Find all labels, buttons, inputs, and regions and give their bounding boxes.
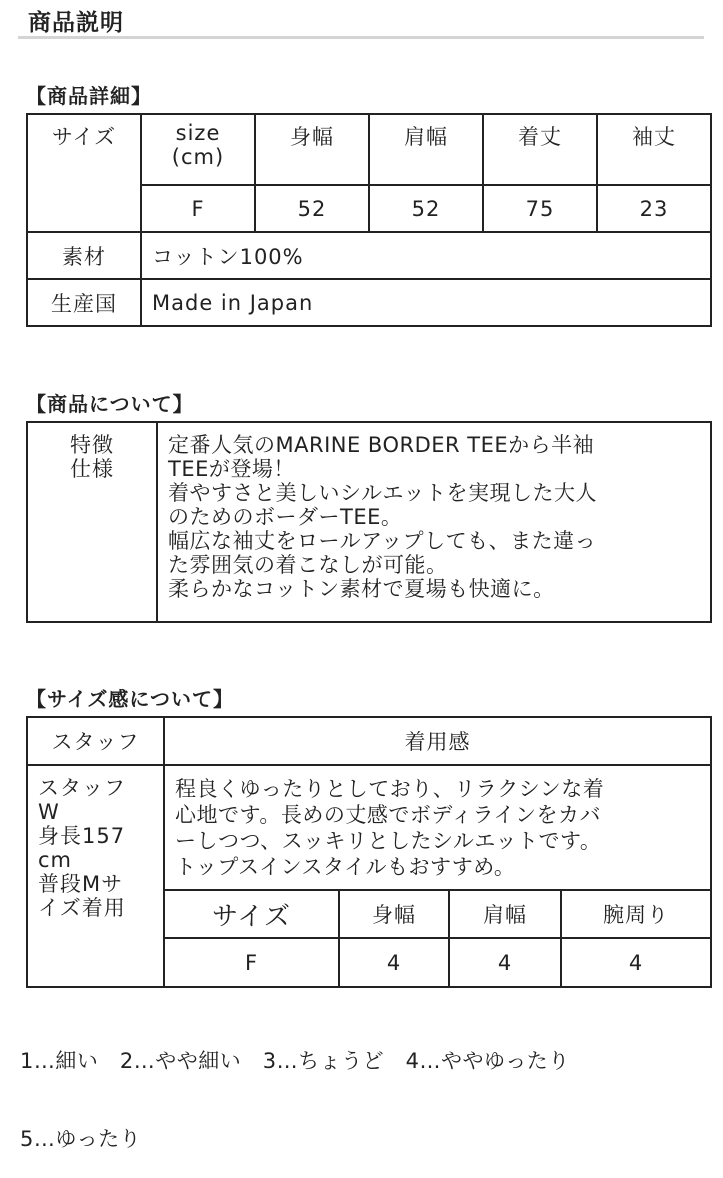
comment-line: 心地です。長めの丈感でボディラインをカバ: [175, 803, 602, 827]
about-table: [26, 421, 712, 623]
about-line: のためのボーダーTEE。: [168, 505, 403, 529]
staff-info-line: 普段Mサ: [38, 872, 124, 896]
size-label: サイズ: [51, 125, 117, 149]
staff-info-line: cm: [38, 848, 73, 872]
measure-value: 75: [483, 185, 597, 232]
column-header: 着丈: [483, 114, 597, 185]
staff-info-line: イズ着用: [38, 896, 126, 920]
about-line: 定番人気のMARINE BORDER TEEから半袖: [168, 433, 595, 457]
comment-line: ーしつつ、スッキリとしたシルエットです。: [175, 829, 602, 853]
staff-info-line: 身長157: [38, 824, 126, 848]
measure-value: 52: [369, 185, 483, 232]
column-header: 身幅: [255, 114, 369, 185]
staff-info-line: W: [38, 800, 60, 824]
detail-table: [26, 113, 712, 327]
about-description: [157, 422, 711, 622]
about-line: 幅広な袖丈をロールアップしても、また違っ: [168, 529, 597, 553]
about-line: 着やすさと美しいシルエットを実現した大人: [168, 481, 598, 505]
fit-size-value: F: [164, 938, 339, 987]
feel-header: 着用感: [164, 717, 711, 765]
page-heading: 商品説明: [28, 10, 124, 36]
staff-info-cell: [27, 765, 164, 987]
about-line: た雰囲気の着こなしが可能。: [168, 553, 448, 577]
about-section-title: 【商品について】: [26, 392, 194, 416]
fit-table: [26, 716, 712, 988]
size-value: F: [141, 185, 255, 232]
measure-value: 23: [597, 185, 711, 232]
unit-label-line1: size: [175, 121, 221, 145]
fit-score: 4: [561, 938, 711, 987]
fit-score: 4: [339, 938, 449, 987]
material-label: 素材: [27, 232, 141, 279]
material-value: コットン100%: [141, 232, 711, 279]
about-line: TEEが登場！: [168, 457, 295, 481]
comment-line: トップスインスタイルもおすすめ。: [175, 855, 516, 879]
fit-section-title: 【サイズ感について】: [26, 687, 234, 711]
comment-line: 程良くゆったりとしており、リラクシンな着: [175, 777, 605, 801]
column-header: 袖丈: [597, 114, 711, 185]
unit-label-cell: [141, 114, 255, 185]
about-label-line1: 特徴: [70, 433, 114, 457]
about-label-line2: 仕様: [70, 457, 114, 481]
fit-column-header: 肩幅: [449, 890, 561, 938]
size-label-cell: [27, 114, 141, 232]
heading-divider: [18, 36, 704, 39]
fit-column-header: 身幅: [339, 890, 449, 938]
origin-label: 生産国: [27, 279, 141, 326]
legend-line: 1…細い 2…やや細い 3…ちょうど 4…ややゆったり: [20, 1049, 570, 1073]
fit-score: 4: [449, 938, 561, 987]
detail-section-title: 【商品詳細】: [26, 84, 152, 108]
unit-label-line2: (cm): [171, 145, 225, 169]
legend-line: 5…ゆったり: [20, 1127, 142, 1151]
measure-value: 52: [255, 185, 369, 232]
fit-size-label: サイズ: [164, 890, 339, 938]
staff-header: スタッフ: [27, 717, 164, 765]
fit-comment: [164, 765, 711, 890]
about-line: 柔らかなコットン素材で夏場も快適に。: [168, 577, 555, 601]
column-header: 肩幅: [369, 114, 483, 185]
fit-scale-legend: [20, 996, 570, 1178]
fit-column-header: 腕周り: [561, 890, 711, 938]
about-label-cell: [27, 422, 157, 622]
staff-info-line: スタッフ: [38, 776, 126, 800]
origin-value: Made in Japan: [141, 279, 711, 326]
